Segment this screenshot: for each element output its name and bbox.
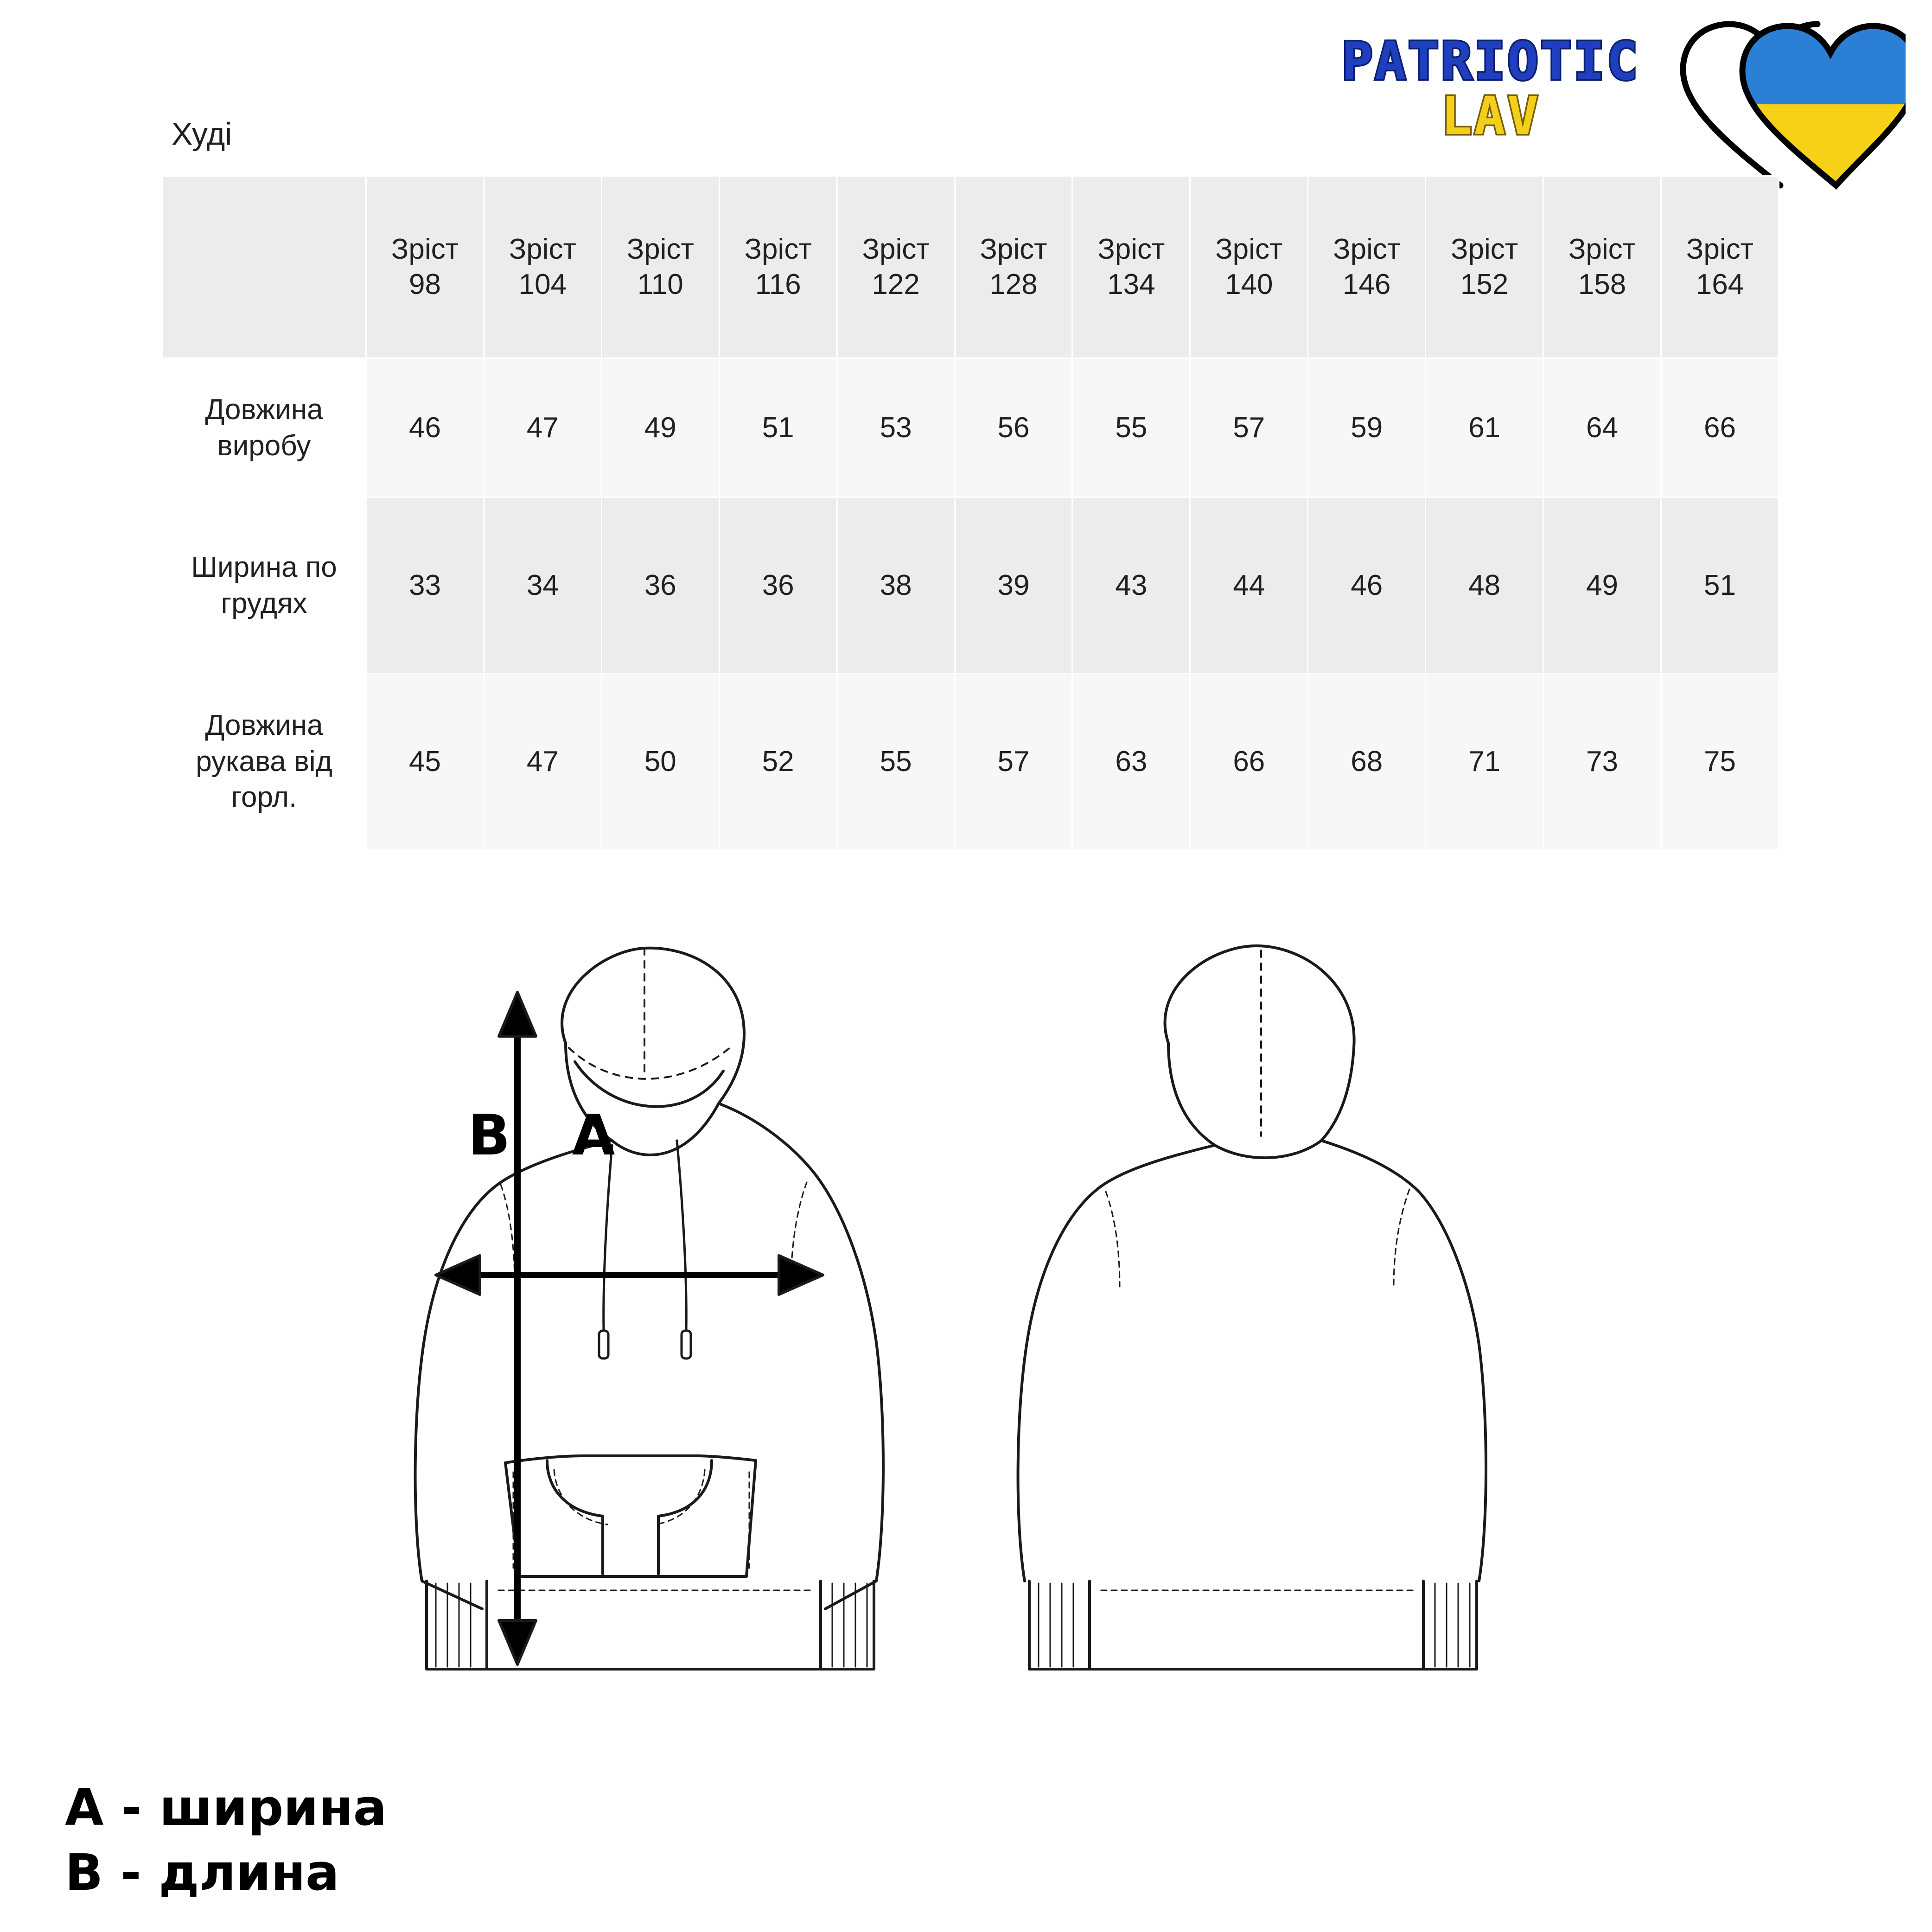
- column-header-line2: 164: [1696, 268, 1744, 300]
- column-header-line2: 146: [1342, 268, 1391, 300]
- table-cell: 73: [1543, 674, 1661, 850]
- hoodie-back-view: [1018, 946, 1486, 1669]
- table-cell: 68: [1308, 674, 1426, 850]
- table-cell: 52: [719, 674, 837, 850]
- table-cell: 33: [366, 497, 484, 674]
- table-cell: 51: [1661, 497, 1779, 674]
- table-cell: 49: [1543, 497, 1661, 674]
- column-header: [1543, 176, 1661, 358]
- column-header: [1426, 176, 1543, 358]
- table-row: [162, 497, 1779, 674]
- column-header-line1: Зріст: [1568, 233, 1636, 266]
- table-row: [162, 358, 1779, 497]
- size-table: [161, 175, 1779, 850]
- brand-logo: [1298, 9, 1915, 195]
- measurement-legend: [65, 1776, 387, 1906]
- table-cell: 71: [1426, 674, 1543, 850]
- brand-logo-text: [1305, 32, 1676, 147]
- column-header-line2: 128: [989, 268, 1038, 300]
- measurement-label-a: A: [572, 1103, 615, 1168]
- row-label: Довжина виробу: [162, 358, 366, 497]
- table-cell: 55: [1072, 358, 1190, 497]
- column-header: [955, 176, 1072, 358]
- row-label: Ширина по грудях: [162, 497, 366, 674]
- table-cell: 66: [1661, 358, 1779, 497]
- column-header-line1: Зріст: [1451, 233, 1518, 266]
- table-cell: 44: [1190, 497, 1308, 674]
- table-cell: 36: [719, 497, 837, 674]
- column-header-line1: Зріст: [1686, 233, 1754, 266]
- column-header-line1: Зріст: [980, 233, 1047, 266]
- column-header: [601, 176, 719, 358]
- table-cell: 47: [484, 674, 601, 850]
- table-row: [162, 674, 1779, 850]
- column-header-line2: 98: [408, 268, 441, 300]
- column-header-line2: 140: [1225, 268, 1273, 300]
- table-cell: 64: [1543, 358, 1661, 497]
- column-header-line2: 116: [755, 268, 801, 300]
- column-header: [366, 176, 484, 358]
- column-header-line2: 152: [1460, 268, 1509, 300]
- column-header-line1: Зріст: [1215, 233, 1283, 266]
- brand-name-line1: PATRIOTIC: [1341, 32, 1640, 92]
- table-cell: 45: [366, 674, 484, 850]
- column-header-line1: Зріст: [744, 233, 812, 266]
- page-title: Худі: [172, 116, 232, 152]
- table-corner-cell: [162, 176, 366, 358]
- table-cell: 63: [1072, 674, 1190, 850]
- table-cell: 55: [837, 674, 955, 850]
- table-cell: 48: [1426, 497, 1543, 674]
- table-cell: 51: [719, 358, 837, 497]
- table-cell: 49: [601, 358, 719, 497]
- table-cell: 66: [1190, 674, 1308, 850]
- column-header: [719, 176, 837, 358]
- column-header-line2: 134: [1107, 268, 1155, 300]
- legend-line-width: A - ширина: [65, 1779, 387, 1837]
- column-header-line2: 104: [518, 268, 567, 300]
- column-header-line2: 158: [1578, 268, 1626, 300]
- table-cell: 39: [955, 497, 1072, 674]
- column-header-line1: Зріст: [862, 233, 930, 266]
- column-header: [1190, 176, 1308, 358]
- table-cell: 46: [366, 358, 484, 497]
- column-header-line2: 110: [637, 268, 683, 300]
- table-cell: 38: [837, 497, 955, 674]
- table-cell: 75: [1661, 674, 1779, 850]
- legend-line-length: B - длина: [65, 1844, 339, 1902]
- brand-name-line2: LAV: [1441, 86, 1541, 147]
- column-header-line1: Зріст: [509, 233, 576, 266]
- column-header-line1: Зріст: [1097, 233, 1165, 266]
- table-header-row: [162, 176, 1779, 358]
- table-cell: 61: [1426, 358, 1543, 497]
- column-header-line1: Зріст: [626, 233, 694, 266]
- table-cell: 34: [484, 497, 601, 674]
- column-header: [1308, 176, 1426, 358]
- table-cell: 36: [601, 497, 719, 674]
- column-header-line1: Зріст: [1333, 233, 1401, 266]
- table-cell: 56: [955, 358, 1072, 497]
- table-cell: 57: [955, 674, 1072, 850]
- column-header-line2: 122: [872, 268, 920, 300]
- ukraine-heart-icon: [1664, 9, 1906, 195]
- column-header: [837, 176, 955, 358]
- column-header: [1072, 176, 1190, 358]
- column-header: [1661, 176, 1779, 358]
- table-cell: 43: [1072, 497, 1190, 674]
- hoodie-measurement-illustration: [287, 923, 1678, 1757]
- row-label: Довжина рукава від горл.: [162, 674, 366, 850]
- hoodie-front-view: [415, 948, 883, 1669]
- table-cell: 53: [837, 358, 955, 497]
- table-cell: 46: [1308, 497, 1426, 674]
- column-header: [484, 176, 601, 358]
- size-table-container: [161, 175, 1779, 850]
- table-cell: 59: [1308, 358, 1426, 497]
- measurement-label-b: B: [468, 1103, 510, 1168]
- table-cell: 57: [1190, 358, 1308, 497]
- table-cell: 50: [601, 674, 719, 850]
- column-header-line1: Зріст: [391, 233, 459, 266]
- table-cell: 47: [484, 358, 601, 497]
